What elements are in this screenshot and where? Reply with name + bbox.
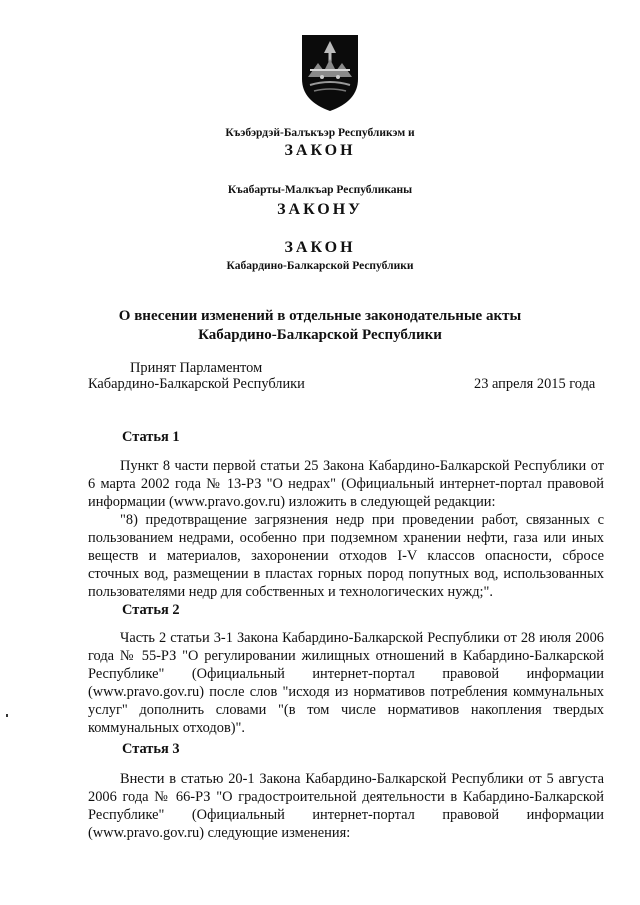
adoption-body: Кабардино-Балкарской Республики [88, 376, 305, 392]
article-2-heading: Статья 2 [122, 602, 180, 618]
kabardian-law-word: ЗАКОН [284, 142, 356, 159]
article-1-paragraph-1-text: Пункт 8 части первой статьи 25 Закона Кабардино-Балкарской Республики от 6 марта 2002 года № 13-РЗ "О недрах" (Официальный интернет-портал правовой информации (www.pravo.gov.ru) изложить в следующей редакции: [88, 458, 604, 510]
law-title-line-1: О внесении изменений в отдельные законодательные акты [118, 308, 522, 324]
article-2-paragraph-1-text: Часть 2 статьи 3-1 Закона Кабардино-Балкарской Республики от 28 июля 2006 года № 55-РЗ "О регулировании жилищных отношений в Кабардино-Балкарской Республике" (Официальный интернет-портал правовой информации (www.pravo.gov.ru) после слов "исходя из нормативов потребления коммунальных услуг" дополнить словами "(в том числе нормативов накопления твердых коммунальных отходов)". [88, 630, 604, 736]
article-2-paragraph-1 [88, 629, 604, 737]
coat-of-arms-emblem [300, 33, 360, 113]
balkar-law-word: ЗАКОНУ [277, 201, 363, 218]
adoption-label: Принят Парламентом [130, 360, 263, 376]
article-1-paragraph-2 [88, 511, 604, 601]
scan-mark [6, 714, 8, 717]
law-title-line-2: Кабардино-Балкарской Республики [198, 327, 442, 343]
adoption-date: 23 апреля 2015 года [474, 376, 596, 392]
article-1-paragraph-1 [88, 457, 604, 511]
article-3-heading: Статья 3 [122, 741, 180, 757]
article-1-heading: Статья 1 [122, 429, 180, 445]
article-3-paragraph-1 [88, 770, 604, 842]
russian-republic-line: Кабардино-Балкарской Республики [226, 260, 414, 272]
article-3-paragraph-1-text: Внести в статью 20-1 Закона Кабардино-Балкарской Республики от 5 августа 2006 года № 66-РЗ "О градостроительной деятельности в Кабардино-Балкарской Республике" (Официальный интернет-портал правовой информации (www.pravo.gov.ru) следующие изменения: [88, 771, 604, 841]
article-1-paragraph-2-text: "8) предотвращение загрязнения недр при проведении работ, связанных с пользованием недрами, особенно при подземном хранении нефти, газа или иных веществ и материалов, захоронении отходов I-V классов опасности, сбросе сточных вод, размещении в пластах горных пород попутных вод, использованных пользователями недр для собственных и технологических нужд;". [88, 512, 604, 600]
kabardian-republic-line: Къэбэрдэй-Балъкъэр Республикэм и [225, 127, 415, 139]
russian-law-word: ЗАКОН [284, 239, 356, 256]
balkar-republic-line: Къабарты-Малкъар Республиканы [227, 184, 413, 196]
